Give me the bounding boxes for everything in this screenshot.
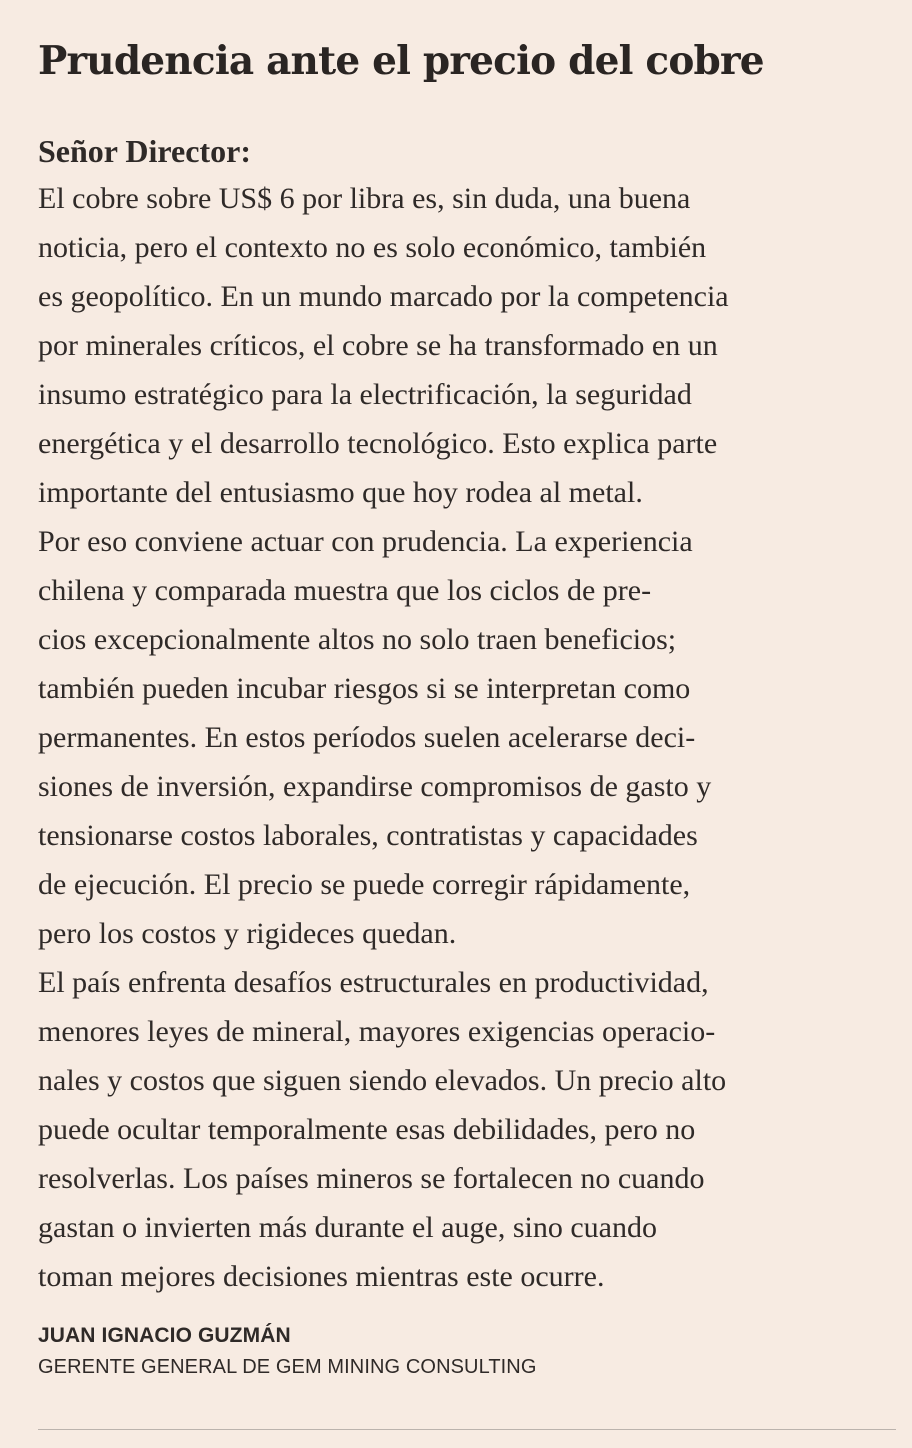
- paragraph: [38, 174, 888, 517]
- author-name: JUAN IGNACIO GUZMÁN: [38, 1324, 291, 1348]
- text-line: toman mejores decisiones mientras este ocurre.: [38, 1260, 605, 1294]
- bottom-divider: [38, 1429, 896, 1430]
- text-line: resolverlas. Los países mineros se fortalecen no cuando: [38, 1162, 705, 1196]
- text-line: tensionarse costos laborales, contratistas y capacidades: [38, 819, 698, 853]
- text-line: por minerales críticos, el cobre se ha transformado en un: [38, 329, 718, 363]
- signature-block: [38, 1323, 888, 1379]
- text-line: permanentes. En estos períodos suelen acelerarse deci-: [38, 721, 696, 755]
- text-line: Por eso conviene actuar con prudencia. La experiencia: [38, 525, 693, 559]
- text-line: insumo estratégico para la electrificación, la seguridad: [38, 378, 692, 412]
- text-line: puede ocultar temporalmente esas debilidades, pero no: [38, 1113, 696, 1147]
- text-line: noticia, pero el contexto no es solo económico, también: [38, 231, 707, 265]
- text-line: siones de inversión, expandirse compromisos de gasto y: [38, 770, 712, 804]
- paragraph: [38, 958, 888, 1301]
- text-line: cios excepcionalmente altos no solo traen beneficios;: [38, 623, 677, 657]
- salutation: Señor Director:: [38, 132, 251, 169]
- letter-body: [38, 174, 888, 1301]
- text-line: El país enfrenta desafíos estructurales en productividad,: [38, 966, 709, 1000]
- author-position: GERENTE GENERAL DE GEM MINING CONSULTING: [38, 1355, 537, 1378]
- text-line: gastan o invierten más durante el auge, sino cuando: [38, 1211, 657, 1245]
- letter-title: Prudencia ante el precio del cobre: [38, 38, 764, 84]
- text-line: es geopolítico. En un mundo marcado por la competencia: [38, 280, 729, 314]
- text-line: de ejecución. El precio se puede corregir rápidamente,: [38, 868, 691, 902]
- text-line: energética y el desarrollo tecnológico. Esto explica parte: [38, 427, 718, 461]
- text-line: El cobre sobre US$ 6 por libra es, sin duda, una buena: [38, 182, 691, 216]
- text-line: nales y costos que siguen siendo elevados. Un precio alto: [38, 1064, 727, 1098]
- text-line: pero los costos y rigideces quedan.: [38, 917, 457, 951]
- text-line: menores leyes de mineral, mayores exigencias operacio-: [38, 1015, 716, 1049]
- text-line: importante del entusiasmo que hoy rodea al metal.: [38, 476, 643, 510]
- text-line: chilena y comparada muestra que los ciclos de pre-: [38, 574, 652, 608]
- paragraph: [38, 517, 888, 958]
- text-line: también pueden incubar riesgos si se interpretan como: [38, 672, 691, 706]
